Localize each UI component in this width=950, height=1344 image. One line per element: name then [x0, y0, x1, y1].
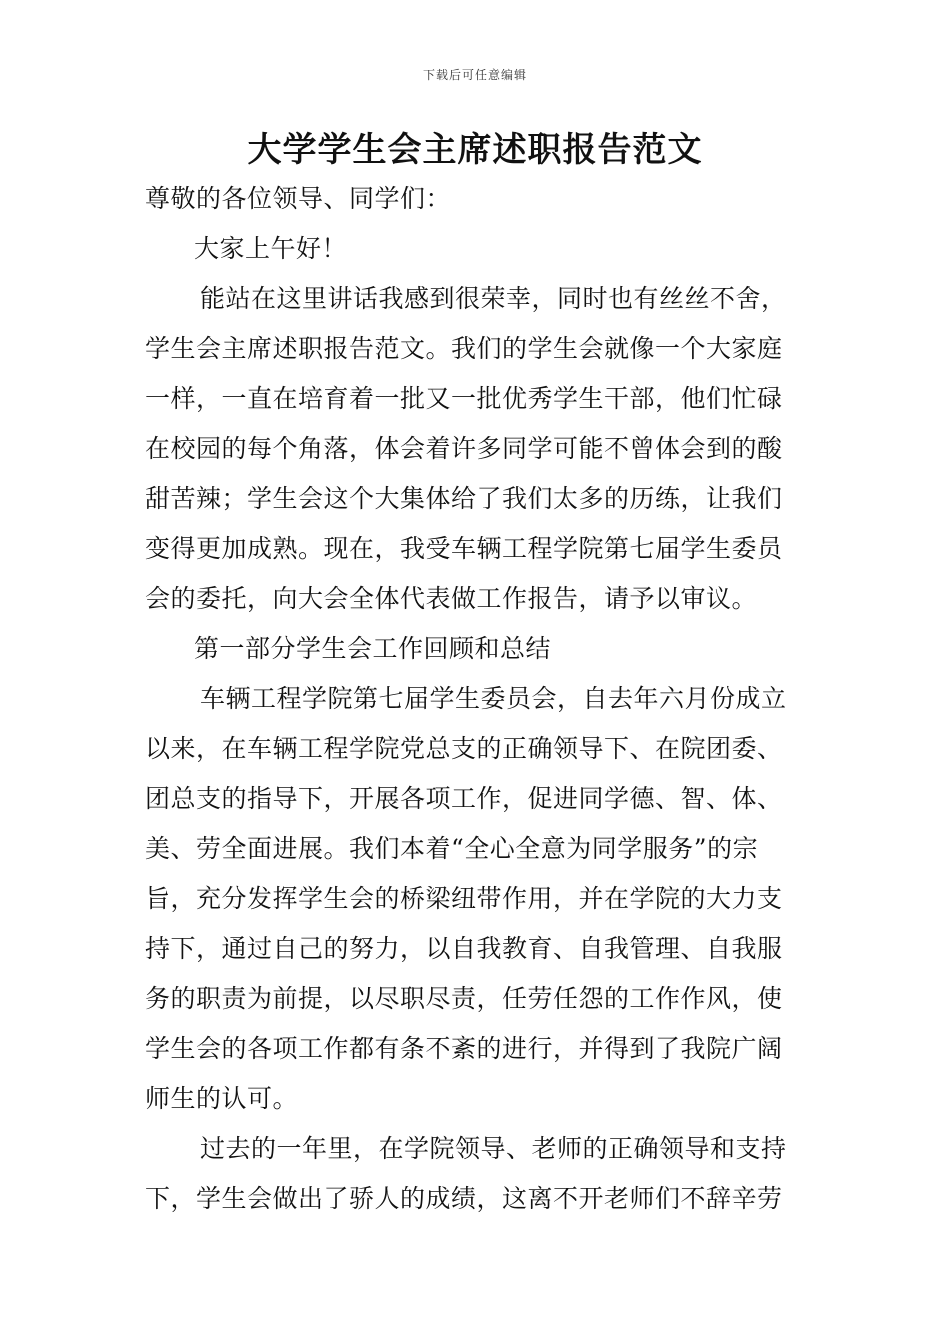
header-note: 下载后可任意编辑: [422, 68, 527, 82]
paragraph-line: 团总支的指导下，开展各项工作，促进同学德、智、体、: [145, 784, 783, 813]
paragraph-line: 能站在这里讲话我感到很荣幸，同时也有丝丝不舍，: [200, 284, 787, 313]
section-heading: 第一部分学生会工作回顾和总结: [194, 634, 552, 663]
paragraph-line: 美、劳全面进展。我们本着“全心全意为同学服务”的宗: [145, 834, 759, 863]
paragraph-line: 车辆工程学院第七届学生委员会，自去年六月份成立: [200, 684, 787, 713]
paragraph-line: 旨，充分发挥学生会的桥梁纽带作用，并在学院的大力支: [145, 884, 783, 913]
paragraph-line: 以来，在车辆工程学院党总支的正确领导下、在院团委、: [145, 734, 783, 763]
paragraph-line: 在校园的每个角落，体会着许多同学可能不曾体会到的酸: [145, 434, 783, 463]
paragraph-line: 一样，一直在培育着一批又一批优秀学生干部，他们忙碌: [145, 384, 783, 413]
paragraph-line: 务的职责为前提，以尽职尽责，任劳任怨的工作作风，使: [145, 984, 783, 1013]
paragraph-line: 甜苦辣；学生会这个大集体给了我们太多的历练，让我们: [145, 484, 783, 513]
paragraph-line: 变得更加成熟。现在，我受车辆工程学院第七届学生委员: [145, 534, 783, 563]
paragraph-line: 学生会的各项工作都有条不紊的进行，并得到了我院广阔: [145, 1034, 783, 1063]
paragraph-line: 过去的一年里，在学院领导、老师的正确领导和支持: [200, 1134, 787, 1163]
greeting: 大家上午好！: [194, 234, 348, 263]
paragraph-line: 师生的认可。: [145, 1084, 299, 1113]
salutation: 尊敬的各位领导、同学们：: [145, 184, 452, 213]
document-title: 大学学生会主席述职报告范文: [247, 130, 703, 170]
paragraph-line: 会的委托，向大会全体代表做工作报告，请予以审议。: [145, 584, 758, 613]
paragraph-line: 持下，通过自己的努力，以自我教育、自我管理、自我服: [145, 934, 783, 963]
paragraph-line: 学生会主席述职报告范文。我们的学生会就像一个大家庭: [145, 334, 783, 363]
paragraph-line: 下，学生会做出了骄人的成绩，这离不开老师们不辞辛劳: [145, 1184, 783, 1213]
